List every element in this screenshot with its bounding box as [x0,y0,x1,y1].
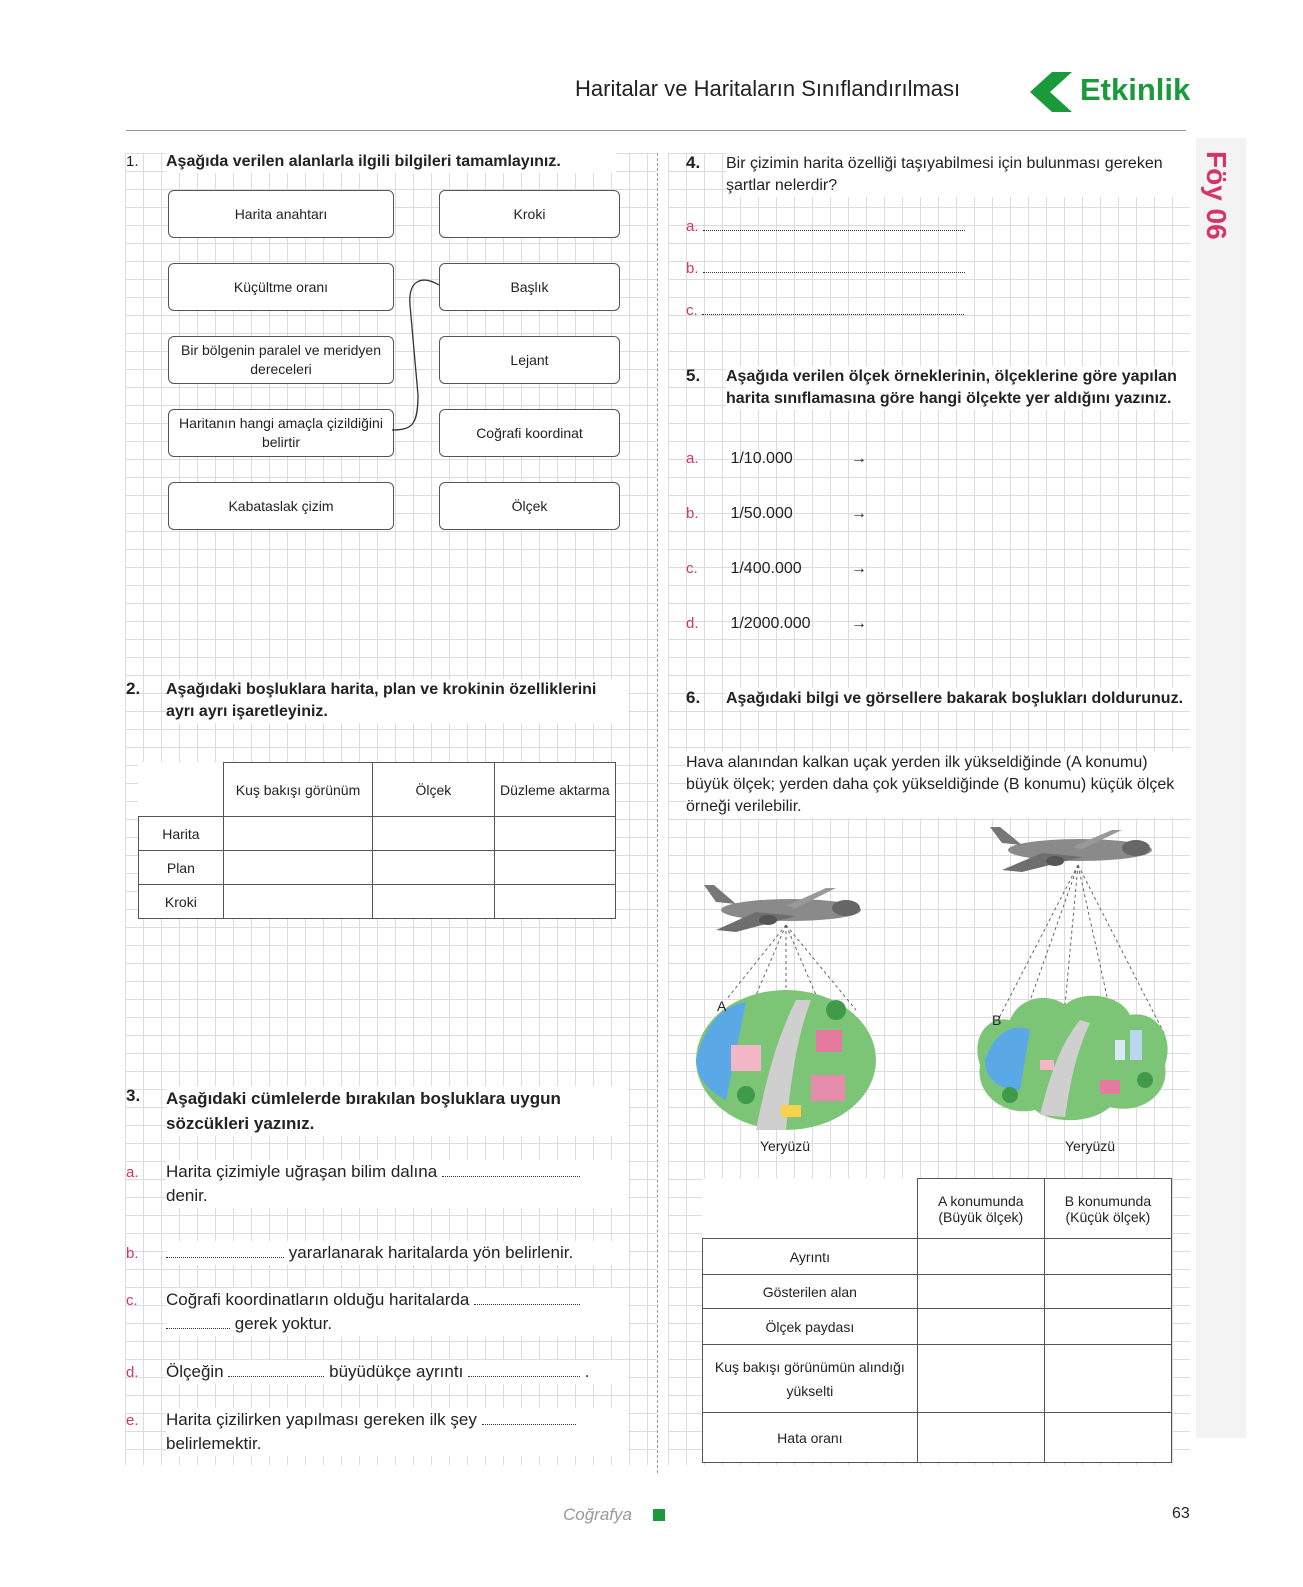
q3-letter: d. [126,1364,139,1381]
q5-letter: b. [686,505,699,522]
q1-right-box: Coğrafi koordinat [439,409,620,457]
q3-item-d [166,1360,628,1384]
q3-e-blank[interactable] [482,1412,576,1425]
side-label-text: Föy 06 [1201,151,1232,240]
q5-letter: c. [686,560,698,577]
side-band [1196,138,1246,1438]
q2-row-header: Harita [139,817,224,851]
q6-row-header: Ölçek paydası [703,1309,918,1345]
q3-c-text1: Coğrafi koordinatların olduğu haritalarda [166,1290,470,1309]
q1-right-box: Kroki [439,190,620,238]
chevron-left-icon [1028,70,1074,114]
q6-paragraph: Hava alanından kalkan uçak yerden ilk yükseldiğinde (A konumu) büyük ölçek; yerden daha çok yükseldiğinde (B konumu) küçük ölçek örneği verilebilir. [686,752,1190,818]
q3-number: 3. [126,1086,141,1105]
q6-cell[interactable] [1044,1413,1171,1463]
arrow-right-icon: → [850,560,867,577]
q3-c-blank1[interactable] [474,1292,580,1305]
q3-text: Aşağıdaki cümlelerde bırakılan boşluklara uygun sözcükleri yazınız. [166,1086,628,1136]
q6-cell[interactable] [917,1345,1044,1413]
q5-number: 5. [686,366,701,385]
q3-item-e [166,1408,628,1456]
q3-b-blank[interactable] [166,1245,284,1258]
q4-answer-c [686,302,964,320]
q1-text: Aşağıda verilen alanlarla ilgili bilgileri tamamlayınız. [166,151,616,173]
ground-label-a: Yeryüzü [760,1138,811,1154]
q2-cell[interactable] [373,817,494,851]
q6-text: Aşağıdaki bilgi ve görsellere bakarak boşlukları doldurunuz. [726,688,1190,710]
q2-row-header: Plan [139,851,224,885]
q5-item [686,560,867,578]
q3-c-text2: gerek yoktur. [234,1314,333,1333]
q3-d-blank2[interactable] [468,1364,580,1377]
q5-scale: 1/10.000 [730,450,793,467]
q3-e-text1: Harita çizilirken yapılması gereken ilk şey [166,1410,477,1429]
q3-letter: b. [126,1245,139,1262]
q6-row-header: Kuş bakışı görünümün alındığı yükselti [703,1345,918,1413]
q3-item-c [166,1288,628,1336]
q3-d-blank1[interactable] [228,1364,324,1377]
q2-cell[interactable] [373,885,494,919]
q5-item [686,615,867,633]
q3-a-text2: denir. [166,1186,208,1205]
q3-d-text3: . [584,1362,590,1381]
q6-table [702,1178,1172,1463]
arrow-right-icon: → [850,450,867,467]
arrow-right-icon: → [850,615,867,632]
q2-col-header: Düzleme aktarma [494,763,615,817]
page-header-title: Haritalar ve Haritaların Sınıflandırılması [575,76,961,101]
label-b: B [992,1012,1002,1028]
q2-cell[interactable] [494,885,615,919]
q4-blank[interactable] [703,260,965,273]
q1-right-box: Ölçek [439,482,620,530]
q5-item [686,505,867,523]
q1-left-box: Harita anahtarı [168,190,394,238]
q3-d-text1: Ölçeğin [166,1362,224,1381]
q5-item [686,450,867,468]
arrow-right-icon: → [850,505,867,522]
q1-left-box: Haritanın hangi amaçla çizildiğini belirtir [168,409,394,457]
q4-letter: a. [686,218,699,235]
q2-cell[interactable] [373,851,494,885]
q2-text: Aşağıdaki boşluklara harita, plan ve krokinin özelliklerini ayrı ayrı işaretleyiniz. [166,679,628,723]
footer-square-icon [653,1509,665,1521]
q5-letter: d. [686,615,699,632]
q3-letter: a. [126,1164,139,1181]
q1-number: 1. [126,153,139,170]
q2-cell[interactable] [223,817,372,851]
label-a: A [717,998,727,1014]
q2-col-header: Ölçek [373,763,494,817]
q3-b-text1: yararlanarak haritalarda yön belirlenir. [288,1243,574,1262]
q2-row-header: Kroki [139,885,224,919]
q5-letter: a. [686,450,699,467]
airplane-icon [704,885,861,932]
q6-cell[interactable] [1044,1309,1171,1345]
q4-number: 4. [686,153,701,172]
q1-left-box: Küçültme oranı [168,263,394,311]
q1-left-box: Kabataslak çizim [168,482,394,530]
q4-text: Bir çizimin harita özelliği taşıyabilmesi için bulunması gereken şartlar nelerdir? [726,153,1190,197]
plane-b-illustration [970,825,1180,1135]
q2-cell[interactable] [223,885,372,919]
q6-row-header: Hata oranı [703,1413,918,1463]
q3-letter: e. [126,1412,139,1429]
q2-number: 2. [126,679,141,698]
q6-cell[interactable] [917,1275,1044,1309]
q4-answer-b [686,260,965,278]
q4-answer-a [686,218,965,236]
footer-subject: Coğrafya [563,1505,632,1524]
q5-text: Aşağıda verilen ölçek örneklerinin, ölçeklerine göre yapılan harita sınıflamasına göre hangi ölçekte yer aldığını yazınız. [726,366,1190,410]
q4-letter: c. [686,302,698,319]
airplane-icon [990,827,1152,872]
q5-scale: 1/50.000 [730,505,793,522]
q5-scale: 1/400.000 [730,560,802,577]
q2-cell[interactable] [494,817,615,851]
q6-cell[interactable] [917,1413,1044,1463]
q4-blank[interactable] [703,218,965,231]
plane-a-illustration [686,880,886,1140]
q6-row-header: Ayrıntı [703,1239,918,1275]
q6-cell[interactable] [1044,1275,1171,1309]
q6-number: 6. [686,688,701,707]
q3-a-text1: Harita çizimiyle uğraşan bilim dalına [166,1162,438,1181]
q4-blank[interactable] [702,302,964,315]
q6-col-header-a: A konumunda (Büyük ölçek) [917,1179,1044,1239]
q6-cell[interactable] [917,1239,1044,1275]
side-label [1203,152,1231,262]
q1-right-box: Lejant [439,336,620,384]
q6-cell[interactable] [917,1309,1044,1345]
q6-col-header-b: B konumunda (Küçük ölçek) [1044,1179,1171,1239]
q5-scale: 1/2000.000 [730,615,811,632]
q2-table [138,762,616,919]
q6-cell[interactable] [1044,1345,1171,1413]
q2-cell[interactable] [223,851,372,885]
q3-d-text2: büyüdükçe ayrıntı [329,1362,464,1381]
q3-c-blank2[interactable] [166,1316,230,1329]
etkinlik-title: Etkinlik [1080,72,1191,107]
q3-e-text2: belirlemektir. [166,1434,262,1453]
page-number: 63 [1172,1505,1190,1522]
column-divider [657,153,658,1473]
q3-item-b [166,1241,628,1265]
ground-label-b: Yeryüzü [1065,1138,1116,1154]
q2-cell[interactable] [494,851,615,885]
q6-row-header: Gösterilen alan [703,1275,918,1309]
q3-item-a [166,1160,628,1208]
q3-letter: c. [126,1292,138,1309]
q1-left-box: Bir bölgenin paralel ve meridyen dereceleri [168,336,394,384]
q2-col-header: Kuş bakışı görünüm [223,763,372,817]
q6-cell[interactable] [1044,1239,1171,1275]
q3-a-blank[interactable] [442,1164,580,1177]
q4-letter: b. [686,260,699,277]
header-divider [126,130,1186,131]
q1-right-box: Başlık [439,263,620,311]
q1-connector-line [392,275,442,435]
